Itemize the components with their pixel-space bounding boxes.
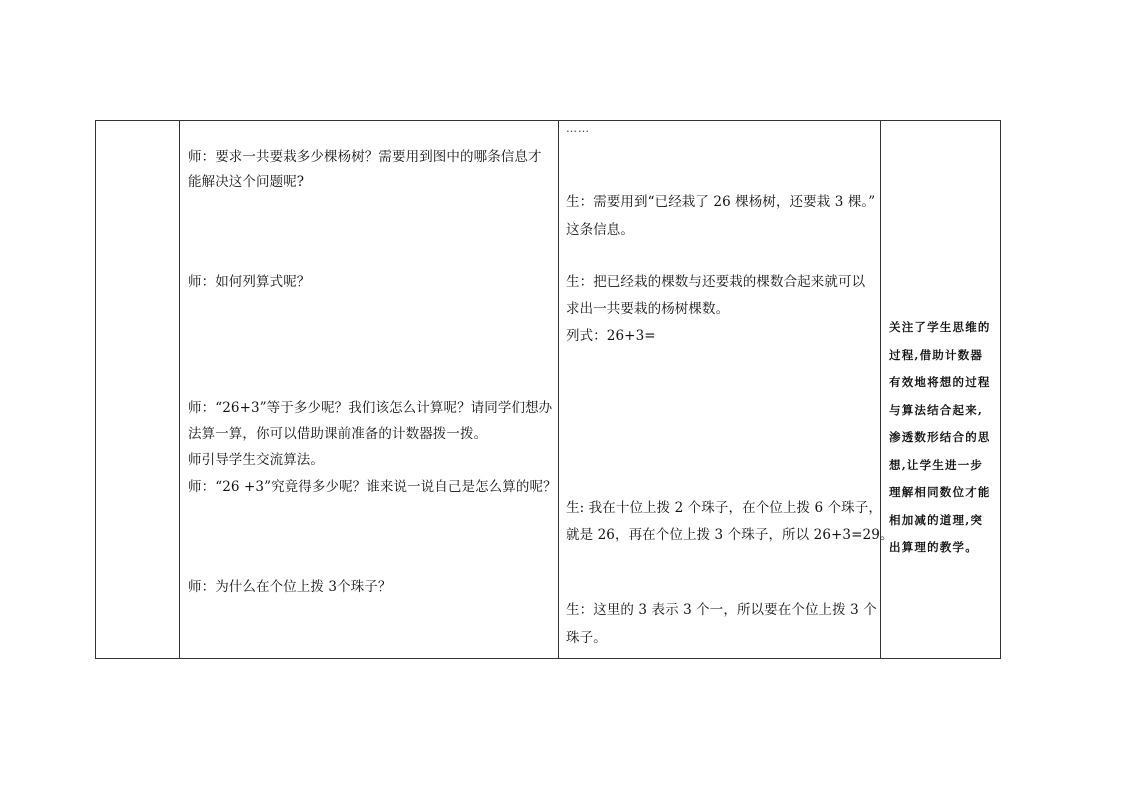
design-intent-note: 关注了学生思维的过程,借助计数器有效地将想的过程与算法结合起来,渗透数形结合的思想,让学生进一步理解相同数位才能相加减的道理,突出算理的教学。 [889, 320, 991, 554]
student-answer-2-line-2: 求出一共要栽的杨树棵数。 [566, 301, 730, 317]
teacher-question-5: 师：为什么在个位上拨 3个珠子？ [188, 579, 392, 595]
student-answer-4-line-2: 珠子。 [566, 630, 607, 646]
teacher-question-3-line-2: 法算一算，你可以借助课前准备的计数器拨一拨。 [188, 426, 488, 442]
teacher-question-1-line-2: 能解决这个问题呢? [188, 174, 305, 190]
teacher-question-1-line-1: 师：要求一共要栽多少棵杨树？需要用到图中的哪条信息才 [188, 149, 542, 165]
student-answer-3-line-1: 生: 我在十位上拨 2 个珠子，在个位上拨 6 个珠子， [566, 500, 882, 516]
teacher-question-3-line-3: 师引导学生交流算法。 [188, 452, 324, 468]
student-answer-3-line-2: 就是 26，再在个位上拨 3 个珠子，所以 26+3=29。 [566, 527, 894, 543]
lesson-plan-table [95, 120, 1001, 659]
student-formula: 列式：26+3= [566, 328, 656, 344]
ellipsis-text: …… [566, 122, 590, 135]
teacher-question-4: 师：“26 +3”究竟得多少呢？谁来说一说自己是怎么算的呢？ [188, 479, 557, 495]
design-intent-cell [881, 121, 1001, 659]
table-row [96, 121, 1001, 659]
student-answer-1-line-1: 生：需要用到“已经栽了 26 棵杨树，还要栽 3 棵。” [566, 194, 876, 210]
teacher-question-3-line-1: 师：“26+3”等于多少呢？我们该怎么计算呢？请同学们想办 [188, 400, 553, 416]
teacher-activity-cell [180, 121, 559, 659]
student-answer-1-line-2: 这条信息。 [566, 222, 634, 238]
student-answer-4-line-1: 生：这里的 3 表示 3 个一，所以要在个位上拨 3 个 [566, 602, 877, 618]
stage-cell [96, 121, 180, 659]
student-answer-2-line-1: 生：把已经栽的棵数与还要栽的棵数合起来就可以 [566, 274, 866, 290]
student-activity-cell [559, 121, 894, 659]
teacher-question-2: 师：如何列算式呢？ [188, 274, 311, 290]
